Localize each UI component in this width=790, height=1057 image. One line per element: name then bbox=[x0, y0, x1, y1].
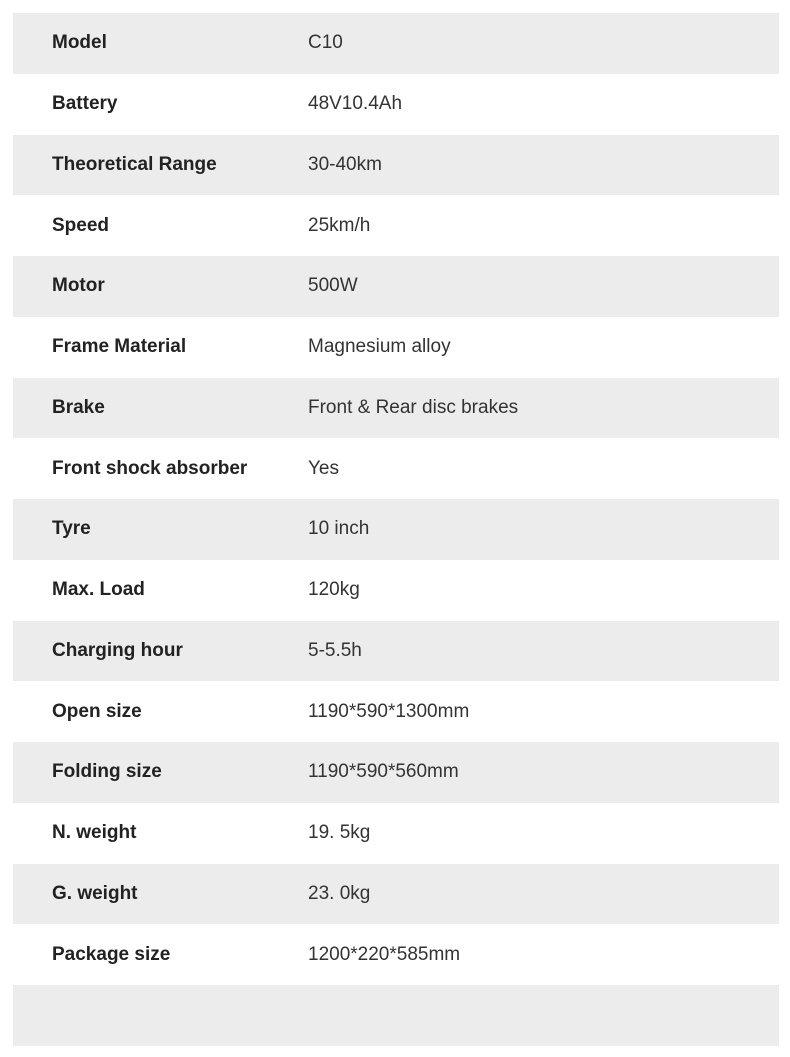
spec-label: Motor bbox=[52, 275, 105, 297]
spec-value: C10 bbox=[308, 32, 343, 54]
spec-label: Brake bbox=[52, 396, 105, 418]
spec-row-frame-material bbox=[13, 317, 779, 378]
spec-row-battery bbox=[13, 74, 779, 135]
spec-row-model bbox=[13, 13, 779, 74]
spec-row-theoretical-range bbox=[13, 135, 779, 196]
spec-row-gross-weight bbox=[13, 864, 779, 925]
spec-row-folding-size bbox=[13, 742, 779, 803]
spec-row-motor bbox=[13, 256, 779, 317]
spec-label: Folding size bbox=[52, 761, 162, 783]
spec-label: Front shock absorber bbox=[52, 457, 248, 479]
spec-row-tyre bbox=[13, 499, 779, 560]
spec-label: Open size bbox=[52, 700, 142, 722]
spec-value: 1190*590*560mm bbox=[308, 761, 459, 783]
spec-value: 1190*590*1300mm bbox=[308, 700, 470, 722]
spec-row-charging-hour bbox=[13, 621, 779, 682]
spec-label: Model bbox=[52, 32, 107, 54]
spec-label: Theoretical Range bbox=[52, 153, 217, 175]
spec-label: Max. Load bbox=[52, 579, 145, 601]
spec-label: Charging hour bbox=[52, 639, 183, 661]
spec-value: 5-5.5h bbox=[308, 639, 362, 661]
spec-row-package-size bbox=[13, 924, 779, 985]
spec-value: 48V10.4Ah bbox=[308, 93, 403, 115]
spec-row-brake bbox=[13, 378, 779, 439]
spec-row-front-shock-absorber bbox=[13, 438, 779, 499]
spec-value: Magnesium alloy bbox=[308, 336, 451, 358]
spec-label: Package size bbox=[52, 943, 171, 965]
spec-row-net-weight bbox=[13, 803, 779, 864]
spec-row-empty bbox=[13, 985, 779, 1046]
spec-row-speed bbox=[13, 195, 779, 256]
spec-value: 23. 0kg bbox=[308, 882, 371, 904]
spec-table bbox=[13, 13, 779, 1046]
spec-value: 10 inch bbox=[308, 518, 370, 540]
spec-row-max-load bbox=[13, 560, 779, 621]
spec-label: Tyre bbox=[52, 518, 91, 540]
spec-label: Frame Material bbox=[52, 336, 187, 358]
spec-row-open-size bbox=[13, 681, 779, 742]
spec-label: Speed bbox=[52, 214, 110, 236]
spec-value: 30-40km bbox=[308, 153, 382, 175]
spec-value: 120kg bbox=[308, 579, 360, 601]
spec-value: 1200*220*585mm bbox=[308, 943, 461, 965]
spec-value: Front & Rear disc brakes bbox=[308, 396, 519, 418]
spec-label: G. weight bbox=[52, 882, 138, 904]
spec-label: Battery bbox=[52, 93, 118, 115]
spec-label: N. weight bbox=[52, 822, 137, 844]
spec-value: 500W bbox=[308, 275, 358, 297]
spec-value: 19. 5kg bbox=[308, 822, 371, 844]
spec-value: 25km/h bbox=[308, 214, 371, 236]
spec-value: Yes bbox=[308, 457, 339, 479]
